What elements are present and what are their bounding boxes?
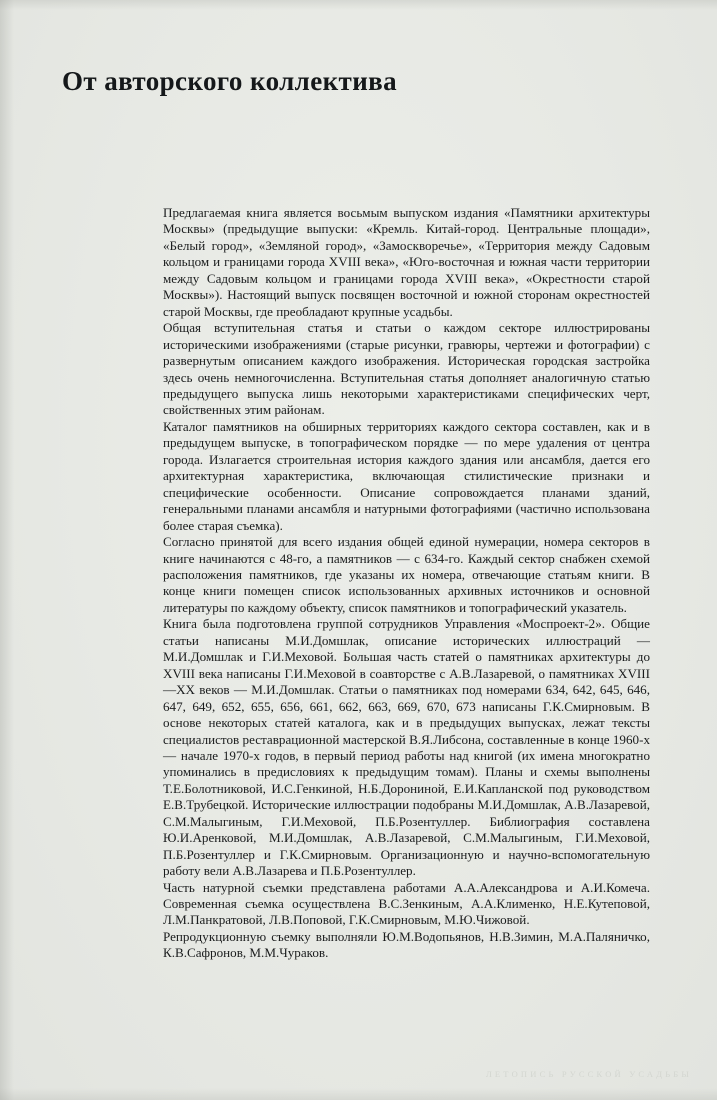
paragraph: Репродукционную съемку выполняли Ю.М.Водопьянов, Н.В.Зимин, М.А.Паляничко, К.В.Сафронов, М.М.Чураков. — [163, 928, 650, 961]
page-bottom-shade — [0, 1088, 717, 1100]
footer-watermark: ЛЕТОПИСЬ РУССКОЙ УСАДЬБЫ — [485, 1069, 692, 1079]
paragraph: Согласно принятой для всего издания общей единой нумерации, номера секторов в книге начинаются с 48-го, а памятников — с 634-го. Каждый сектор снабжен схемой расположения памятников, где указаны их номера, отвечающие статьям книги. В конце книги помещен список использованных архивных источников и основной литературы по каждому объекту, список памятников и топографический указатель. — [163, 534, 650, 615]
page-title: От авторского коллектива — [62, 66, 398, 97]
paragraph: Книга была подготовлена группой сотрудников Управления «Моспроект-2». Общие статьи написаны М.И.Домшлак, описание исторических иллюстраций — М.И.Домшлак и Г.И.Меховой. Большая часть статей о памятниках архитектуры до XVIII века написаны Г.И.Меховой в соавторстве с А.В.Лазаревой, о памятниках XVIII—XX веков — М.И.Домшлак. Статьи о памятниках под номерами 634, 642, 645, 646, 647, 649, 652, 655, 656, 661, 662, 663, 669, 670, 673 написаны Г.К.Смирновым. В основе некоторых статей каталога, как и в предыдущих выпусках, лежат тексты специалистов реставрационной мастерской В.Я.Либсона, составленные в конце 1960-х — начале 1970-х годов, в первый период работы над книгой (их имена многократно упоминались в предисловиях к предыдущим томам). Планы и схемы выполнены Т.Е.Болотниковой, И.С.Генкиной, Н.Б.Дорониной, Е.И.Капланской под руководством Е.В.Трубецкой. Исторические иллюстрации подобраны М.И.Домшлак, А.В.Лазаревой, С.М.Малыгиным, Г.И.Меховой, П.Б.Розентуллер. Библиография составлена Ю.И.Аренковой, М.И.Домшлак, А.В.Лазаревой, С.М.Малыгиным, Г.И.Меховой, П.Б.Розентуллер и Г.К.Смирновым. Организационную и научно-вспомогательную работу вели А.В.Лазарева и П.Б.Розентуллер. — [163, 616, 650, 879]
paragraph: Часть натурной съемки представлена работами А.А.Александрова и А.И.Комеча. Современная съемка осуществлена В.С.Зенкиным, А.А.Клименко, Н.Е.Кутеповой, Л.М.Панкратовой, Л.В.Поповой, Г.К.Смирновым, М.Ю.Чижовой. — [163, 879, 650, 928]
paragraph: Предлагаемая книга является восьмым выпуском издания «Памятники архитектуры Москвы» (предыдущие выпуски: «Кремль. Китай-город. Центральные площади», «Белый город», «Земляной город», «Замоскворечье», «Территория между Садовым кольцом и границами города XVIII века», «Юго-восточная и южная части территории между Садовым кольцом и границами города XVIII века», «Окрестности старой Москвы»). Настоящий выпуск посвящен восточной и южной сторонам окрестностей старой Москвы, где преобладают крупные усадьбы. — [163, 205, 650, 319]
paragraph: Каталог памятников на обширных территориях каждого сектора составлен, как и в предыдущем выпуске, в топографическом порядке — по мере удаления от центра города. Излагается строительная история каждого здания или ансамбля, дается его архитектурная характеристика, включающая стилистические признаки и специфические особенности. Описание сопровождается планами зданий, генеральными планами ансамбля и натурными фотографиями (частично использована более старая съемка). — [163, 418, 650, 533]
page-top-shade — [0, 0, 717, 10]
page-left-shade — [0, 0, 14, 1100]
paragraph: Общая вступительная статья и статьи о каждом секторе иллюстрированы историческими изображениями (старые рисунки, гравюры, чертежи и фотографии) с развернутым описанием каждого изображения. Историческая городская застройка здесь очень немногочисленна. Вступительная статья дополняет аналогичную статью предыдущего выпуска лишь некоторыми характеристиками специфических черт, свойственных этим районам. — [163, 320, 650, 418]
body-text-column — [163, 205, 650, 962]
